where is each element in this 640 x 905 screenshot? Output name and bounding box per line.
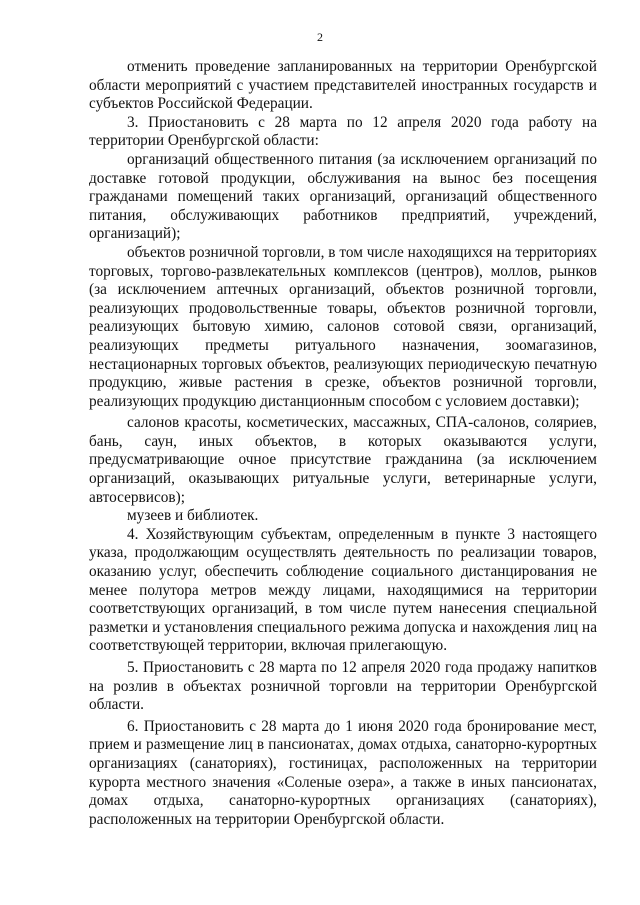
paragraph-item-6: 6. Приостановить с 28 марта до 1 июня 2020 года бронирование мест, прием и размещение лиц в пансионатах, домах отдыха, санаторно-курортных организациях (санаториях), гостиницах, расположенных на территории курорта местного значения «Соленые озера», а также в иных пансионатах, домах отдыха, санаторно-курортных организациях (санаториях), расположенных на территории Оренбургской области.	[89, 717, 597, 828]
paragraph-item-3-catering: организаций общественного питания (за исключением организаций по доставке готовой продукции, обслуживания на вынос без посещения гражданами помещений таких организаций, организаций общественного питания, обслуживающих работников предприятий, учреждений, организаций);	[89, 150, 597, 243]
paragraph-item-4: 4. Хозяйствующим субъектам, определенным в пункте 3 настоящего указа, продолжающим осуществлять деятельность по реализации товаров, оказанию услуг, обеспечить соблюдение социального дистанцирования не менее полутора метров между лицами, находящимися на территории соответствующих организаций, в том числе путем нанесения специальной разметки и установления специального режима допуска и нахождения лиц на соответствующей территории, включая прилегающую.	[89, 525, 597, 655]
paragraph-item-5: 5. Приостановить с 28 марта по 12 апреля 2020 года продажу напитков на розлив в объектах розничной торговли на территории Оренбургской области.	[89, 659, 597, 714]
paragraph-item-3: 3. Приостановить с 28 марта по 12 апреля 2020 года работу на территории Оренбургской области:	[89, 113, 597, 150]
paragraph-continuation: отменить проведение запланированных на территории Оренбургской области мероприятий с участием представителей иностранных государств и субъектов Российской Федерации.	[89, 58, 597, 113]
page-number: 2	[317, 30, 323, 44]
paragraph-item-3-retail: объектов розничной торговли, в том числе находящихся на территориях торговых, торгово-развлекательных комплексов (центров), моллов, рынков (за исключением аптечных организаций, объектов розничной торговли, реализующих продовольственные товары, объектов розничной торговли, реализующих бытовую химию, салонов сотовой связи, организаций, реализующих предметы ритуального назначения, зоомагазинов, нестационарных торговых объектов, реализующих периодическую печатную продукцию, живые растения в срезке, объектов розничной торговли, реализующих продукцию дистанционным способом с условием доставки);	[89, 243, 597, 410]
paragraph-item-3-salons: салонов красоты, косметических, массажных, СПА-салонов, соляриев, бань, саун, иных объектов, в которых оказываются услуги, предусматривающие очное присутствие гражданина (за исключением организаций, оказывающих ритуальные услуги, ветеринарные услуги, автосервисов);	[89, 414, 597, 506]
document-body	[89, 58, 597, 829]
paragraph-item-3-museums: музеев и библиотек.	[127, 507, 259, 525]
